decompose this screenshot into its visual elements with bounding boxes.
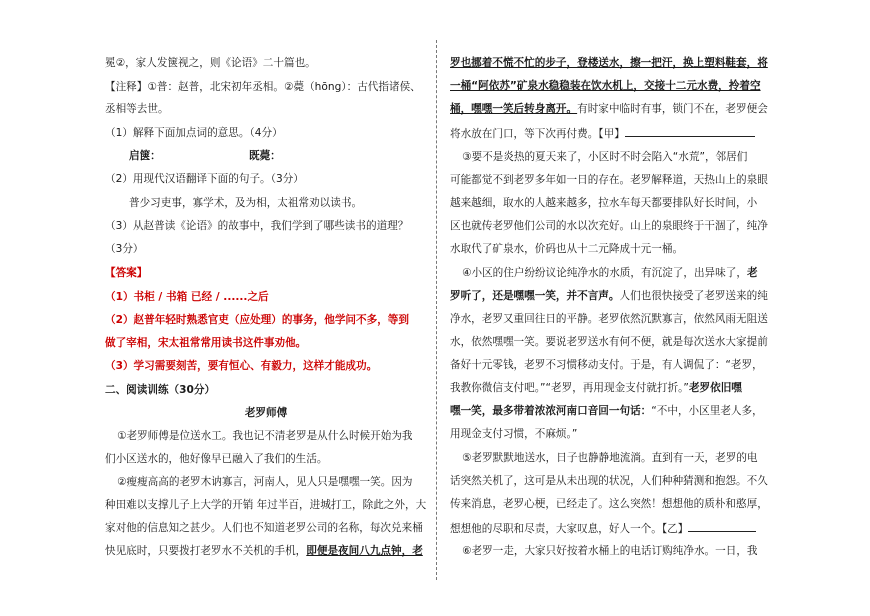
paragraph-line (450, 520, 756, 536)
underlined-line: 一桶“阿依苏”矿泉水稳稳装在饮水机上，交接十二元水费，拎着空 (450, 80, 761, 92)
answer-2b: 做了宰相，宋太祖常常用读书这件事劝他。 (105, 337, 307, 349)
answer-blank-jia[interactable] (625, 125, 755, 137)
paragraph-line (462, 266, 758, 280)
paragraph-line: ②瘦瘦高高的老罗木讷寡言，河南人，见人只是嘿嘿一笑。因为 (117, 476, 413, 488)
paragraph-line (105, 544, 423, 558)
paragraph-line: 用现金支付习惯，不麻烦。” (450, 428, 578, 440)
paragraph-line: ①老罗师傅是位送水工。我也记不清老罗是从什么时候开始为我 (117, 430, 413, 442)
answer-blank-yi[interactable] (688, 520, 756, 532)
answer-title: 【答案】 (105, 267, 148, 279)
q1a-label: 启箧： (129, 150, 161, 162)
answer-2a: （2）赵普年轻时熟悉官吏（应处理）的事务，他学问不多，等到 (105, 314, 409, 326)
question-1a-label (129, 149, 161, 163)
text-span: ④小区的住户纷纷议论纯净水的水质，有沉淀了，出异味了， (462, 267, 747, 279)
text-span: 将水放在门口，等下次再付费。【甲】 (450, 128, 625, 140)
paragraph-line: 话突然关机了，这可是从未出现的状况，人们种种猜测和抱怨。不久 (450, 475, 768, 487)
section-heading: 二、阅读训练（30分） (105, 384, 216, 396)
paragraph-line: ⑤老罗默默地送水，日子也静静地流淌。直到有一天，老罗的电 (462, 452, 758, 464)
paragraph-line: ③要不是炎热的夏天来了，小区时不时会陷入“水荒”，邻居们 (462, 151, 748, 163)
paragraph-line: 水，依然嘿嘿一笑。要说老罗送水有何不便，就是每次送水大家提前 (450, 336, 768, 348)
text-span: 有时家中临时有事，锁门不在，老罗便会 (577, 103, 768, 115)
paragraph-line: 水取代了矿泉水，价码也从十二元降成十元一桶。 (450, 243, 684, 255)
answer-1: （1）书柜 / 书箱 已经 / ......之后 (105, 291, 269, 303)
paragraph-line (450, 102, 768, 116)
paragraph-line: 净水，老罗又重回往日的平静。老罗依然沉默寡言，依然风雨无阻送 (450, 313, 768, 325)
paragraph-line: 可能都觉不到老罗多年如一日的存在。老罗解释道，天热山上的泉眼 (450, 174, 768, 186)
q1b-label: 既薨： (249, 150, 281, 162)
text-span: 人们也很快接受了老罗送来的纯 (619, 290, 768, 302)
paragraph-line (450, 289, 768, 303)
bold-text: 老 (746, 267, 758, 279)
column-divider (436, 40, 437, 580)
question-3: （3）从赵普读《论语》的故事中，我们学到了哪些读书的道理？ (105, 220, 409, 232)
paragraph-line (450, 125, 755, 141)
underlined-line: 罗也挪着不慌不忙的步子，登楼送水，擦一把汗，换上塑料鞋套，将 (450, 57, 768, 69)
underlined-text: 桶，嘿嘿一笑后转身离开。 (450, 103, 578, 115)
question-1: （1）解释下面加点词的意思。（4分） (105, 127, 283, 139)
paragraph-line: 越来越细，取水的人越来越多，拉水车每天都要排队好长时间，小 (450, 197, 758, 209)
paragraph-line (450, 381, 742, 395)
question-1b-label (249, 149, 281, 163)
bold-text: 嘿一笑，最多带着浓浓河南口音回一句话： (450, 405, 652, 417)
notes-line: 【注释】①普：赵普，北宋初年丞相。②薨（hōng）：古代指诸侯、 (105, 81, 421, 93)
text-span: 我教你微信支付吧。”“老罗，再用现金支付就打折。” (450, 382, 689, 394)
text-line: 冕②，家人发箧视之，则《论语》二十篇也。 (105, 57, 316, 69)
underlined-text: 即便是夜间八九点钟，老 (306, 545, 423, 557)
answer-3: （3）学习需要刻苦，要有恒心、有毅力，这样才能成功。 (105, 360, 378, 372)
paragraph-line: ⑥老罗一走，大家只好按着水桶上的电话订购纯净水。一日，我 (462, 545, 758, 557)
bold-text: 罗听了，还是嘿嘿一笑，并不言声。 (450, 290, 620, 302)
passage-title: 老罗师傅 (244, 407, 288, 419)
paragraph-line: 区也就传老罗他们公司的水以次充好。山上的泉眼终于干涸了，纯净 (450, 220, 768, 232)
question-2-sentence: 普少习吏事，寡学术，及为相，太祖常劝以读书。 (129, 197, 363, 209)
paragraph-line: 种田难以支撑儿子上大学的开销 年过半百，进城打工，除此之外，大 (105, 499, 427, 511)
question-3-points: （3分） (105, 243, 144, 255)
paragraph-line: 传来消息，老罗心梗，已经走了。这么突然！想想他的质朴和憨厚， (450, 498, 768, 510)
question-2: （2）用现代汉语翻译下面的句子。（3分） (105, 173, 304, 185)
text-span: 快见底时，只要拨打老罗水不关机的手机， (105, 545, 307, 557)
bold-text: 老罗依旧嘿 (688, 382, 742, 394)
text-span: “不中，小区里老人多， (651, 405, 763, 417)
paragraph-line: 备好十元零钱，老罗不习惯移动支付。于是，有人调侃了：“老罗， (450, 359, 763, 371)
paragraph-line (450, 404, 763, 418)
paragraph-line: 们小区送水的，他好像早已融入了我们的生活。 (105, 453, 328, 465)
paragraph-line: 家对他的信息知之甚少。人们也不知道老罗公司的名称，每次兑来桶 (105, 522, 423, 534)
notes-line: 丞相等去世。 (105, 103, 169, 115)
text-span: 想想他的尽职和尽责，大家叹息，好人一个。【乙】 (450, 523, 689, 535)
